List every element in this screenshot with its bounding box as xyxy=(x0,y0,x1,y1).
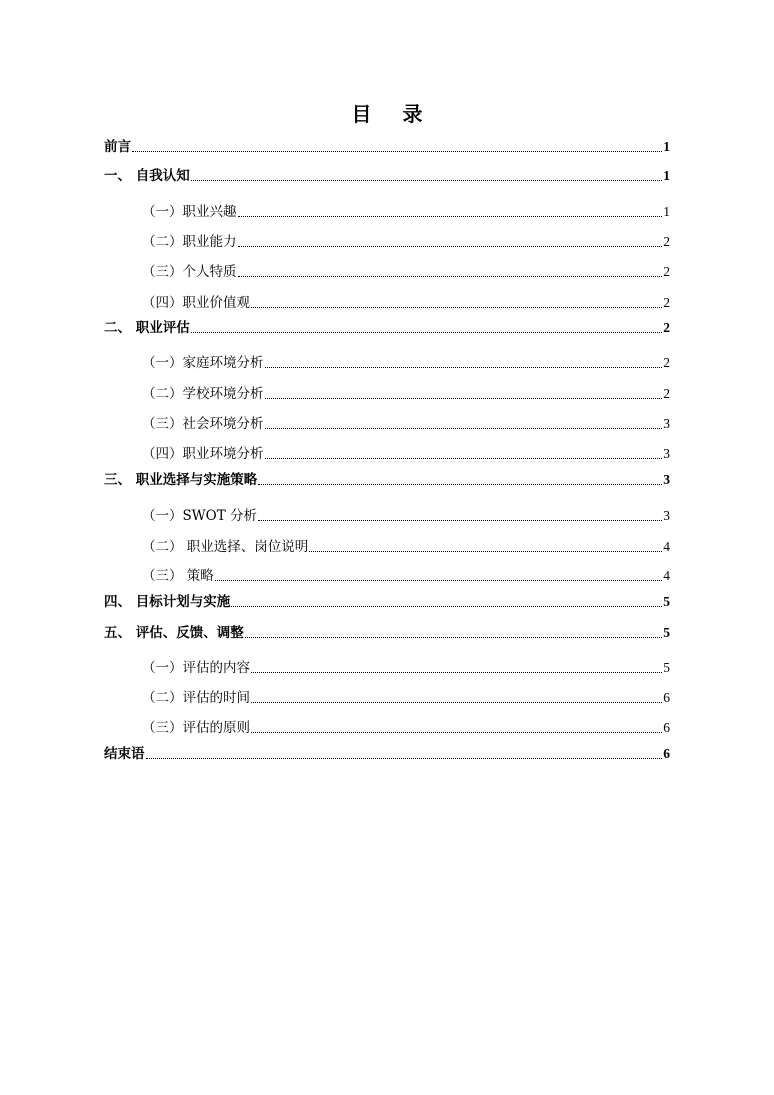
toc-entry-section[interactable] xyxy=(142,411,670,433)
toc-entry-chapter[interactable] xyxy=(104,315,670,337)
dot-leader xyxy=(238,276,663,277)
toc-entry-page-number: 3 xyxy=(663,508,670,523)
toc-entry-label: （四）职业环境分析 xyxy=(142,446,264,462)
dot-leader xyxy=(238,246,663,247)
toc-entry-label: （三）个人特质 xyxy=(142,264,237,280)
toc-entry-page-number: 5 xyxy=(663,625,670,640)
toc-entry-label: （二） 职业选择、岗位说明 xyxy=(142,539,309,555)
toc-entry-label: 二、 职业评估 xyxy=(104,320,190,336)
toc-entry-section[interactable] xyxy=(142,655,670,677)
toc-entry-section[interactable] xyxy=(142,534,670,556)
dot-leader xyxy=(215,580,662,581)
toc-entry-page-number: 2 xyxy=(663,355,670,370)
toc-entry-page-number: 3 xyxy=(663,416,670,431)
toc-entry-label: （一）职业兴趣 xyxy=(142,204,237,220)
toc-entry-section[interactable] xyxy=(142,685,670,707)
toc-entry-label: （三）评估的原则 xyxy=(142,720,250,736)
toc-entry-page-number: 6 xyxy=(663,720,670,735)
toc-entry-chapter[interactable] xyxy=(104,467,670,489)
toc-entry-chapter[interactable] xyxy=(104,589,670,611)
toc-entry-section[interactable] xyxy=(142,199,670,221)
toc-entry-page-number: 2 xyxy=(663,264,670,279)
toc-entry-label: 结束语 xyxy=(104,746,145,762)
toc-entry-chapter[interactable] xyxy=(104,741,670,763)
toc-entry-label: 三、 职业选择与实施策略 xyxy=(104,472,258,488)
toc-entry-page-number: 5 xyxy=(663,660,670,675)
toc-entry-page-number: 3 xyxy=(663,472,670,487)
toc-entry-label: （二）学校环境分析 xyxy=(142,386,264,402)
toc-entry-page-number: 4 xyxy=(663,539,670,554)
toc-entry-page-number: 5 xyxy=(663,594,670,609)
toc-entry-chapter[interactable] xyxy=(104,163,670,185)
toc-entry-section[interactable] xyxy=(142,229,670,251)
dot-leader xyxy=(251,702,662,703)
toc-entry-label: （二）职业能力 xyxy=(142,234,237,250)
toc-entry-page-number: 1 xyxy=(663,204,670,219)
dot-leader xyxy=(191,180,663,181)
toc-entry-page-number: 2 xyxy=(663,295,670,310)
toc-entry-label: （一）评估的内容 xyxy=(142,660,250,676)
toc-entry-section[interactable] xyxy=(142,381,670,403)
toc-entry-page-number: 2 xyxy=(663,386,670,401)
toc-entry-label: （四）职业价值观 xyxy=(142,295,250,311)
toc-entry-section[interactable] xyxy=(142,350,670,372)
dot-leader xyxy=(251,672,662,673)
dot-leader xyxy=(245,637,663,638)
toc-entry-page-number: 3 xyxy=(663,446,670,461)
dot-leader xyxy=(146,758,663,759)
toc-entry-label: （一）SWOT 分析 xyxy=(142,508,257,524)
toc-entry-section[interactable] xyxy=(142,563,670,585)
toc-entry-page-number: 4 xyxy=(663,568,670,583)
dot-leader xyxy=(265,458,663,459)
dot-leader xyxy=(265,428,663,429)
toc-entry-label: 五、 评估、反馈、调整 xyxy=(104,625,244,641)
toc-entry-section[interactable] xyxy=(142,715,670,737)
dot-leader xyxy=(231,606,662,607)
toc-entry-label: 一、 自我认知 xyxy=(104,168,190,184)
toc-entry-page-number: 2 xyxy=(663,320,670,335)
dot-leader xyxy=(258,484,662,485)
dot-leader xyxy=(258,520,662,521)
dot-leader xyxy=(265,367,663,368)
dot-leader xyxy=(191,332,663,333)
toc-entry-section[interactable] xyxy=(142,290,670,312)
toc-entry-chapter[interactable] xyxy=(104,620,670,642)
dot-leader xyxy=(309,551,662,552)
toc-entry-page-number: 6 xyxy=(663,746,670,761)
dot-leader xyxy=(132,151,662,152)
toc-entry-page-number: 1 xyxy=(663,168,670,183)
toc-entry-section[interactable] xyxy=(142,503,670,525)
toc-entry-label: 前言 xyxy=(104,139,131,155)
toc-entry-section[interactable] xyxy=(142,259,670,281)
dot-leader xyxy=(238,216,663,217)
toc-entry-page-number: 2 xyxy=(663,234,670,249)
dot-leader xyxy=(251,732,662,733)
toc-title: 目 录 xyxy=(351,102,435,126)
toc-entry-label: （三）社会环境分析 xyxy=(142,416,264,432)
dot-leader xyxy=(251,307,662,308)
toc-entry-page-number: 6 xyxy=(663,690,670,705)
toc-entry-chapter[interactable] xyxy=(104,134,670,156)
toc-entry-label: （三） 策略 xyxy=(142,568,214,584)
toc-entry-label: （一）家庭环境分析 xyxy=(142,355,264,371)
toc-entry-page-number: 1 xyxy=(663,139,670,154)
toc-entry-label: （二）评估的时间 xyxy=(142,690,250,706)
toc-entry-label: 四、 目标计划与实施 xyxy=(104,594,231,610)
dot-leader xyxy=(265,398,663,399)
toc-entry-section[interactable] xyxy=(142,441,670,463)
